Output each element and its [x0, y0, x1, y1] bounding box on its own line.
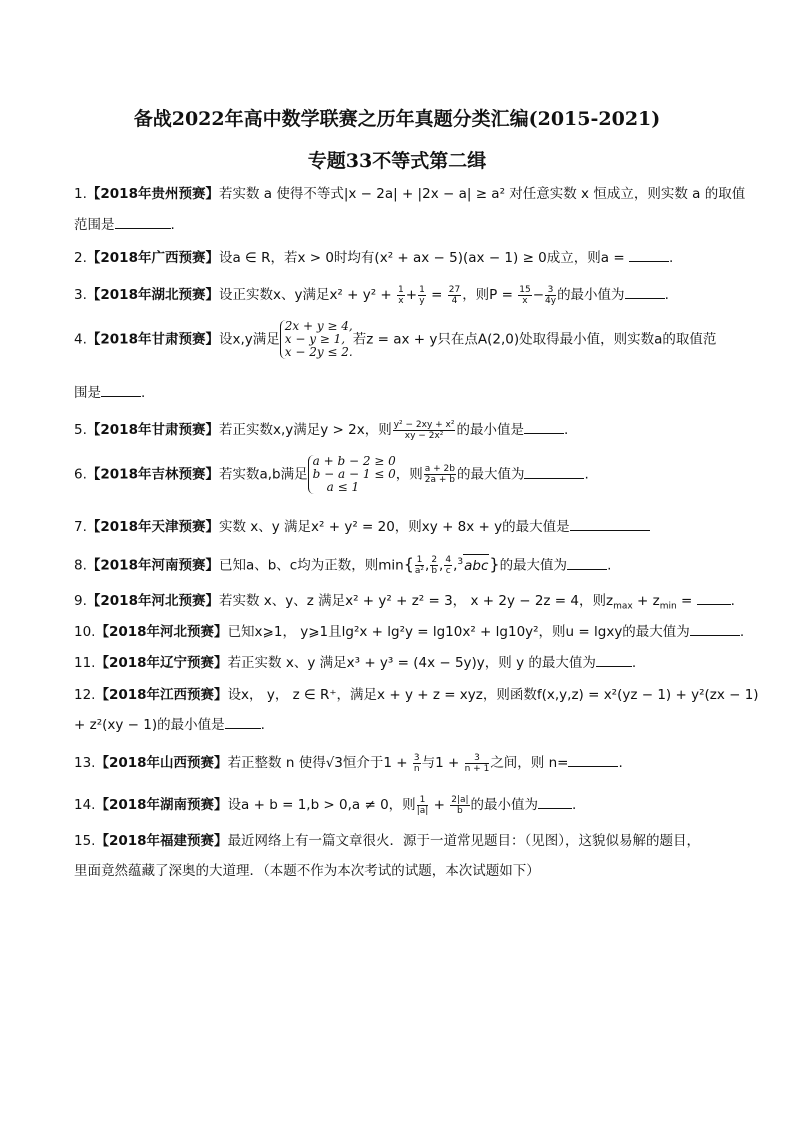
problem-text: 的最小值为 [470, 797, 538, 813]
problem-text: 已知a、b、c均为正数，则min [218, 557, 404, 574]
problem-14: 14.【2018年湖南预赛】设a + b = 1,b > 0,a ≠ 0，则 $\frac{1}{|a|}$ + $\frac{2|a|}{b}$ 的最小值为 . [74, 794, 577, 816]
fraction: $\frac{1}{y}$ [419, 284, 425, 306]
problem-text: 的最大值为 [499, 557, 568, 574]
problem-source: 【2018年山西预赛】 [95, 755, 228, 771]
problem-1-cont [74, 214, 734, 236]
fraction: $\frac{1}{|a|}$ [416, 794, 429, 816]
problem-source: 【2018年河南预赛】 [86, 557, 219, 574]
problem-text: 的最小值为 [557, 287, 625, 303]
problem-text: 若实数a,b满足 [218, 466, 308, 483]
document-title: 备战2022年高中数学联赛之历年真题分类汇编(2015-2021) [133, 108, 661, 130]
answer-blank[interactable] [690, 623, 740, 636]
problem-6 [74, 455, 734, 494]
problem-text: ，则P = [462, 287, 518, 303]
problem-text: 若实数 a 使得不等式|x − 2a| + |2x − a| ≥ a² 对任意实数 x 恒成立，则实数 a 的取值 [218, 186, 746, 202]
problem-number: 3. [74, 287, 87, 303]
problem-11 [74, 652, 734, 674]
problem-text: 若正整数 n 使得√3恒介于1 + [227, 755, 412, 771]
problem-text: 设a + b = 1,b > 0,a ≠ 0，则 [227, 797, 416, 813]
problem-text: 的最大值为 [456, 466, 525, 483]
fraction: $\frac{3}{n}$ [413, 752, 420, 774]
problem-source: 【2018年湖北预赛】 [86, 287, 219, 303]
problem-end: . [563, 422, 569, 438]
problem-end: . [572, 797, 577, 813]
answer-blank[interactable] [697, 592, 731, 605]
problem-text: 若z = ax + y只在点A(2,0)处取得最小值，则实数a的取值范 [352, 331, 717, 348]
problem-3: 3.【2018年湖北预赛】设正实数x、y满足x² + y² + $\frac{1}{x}$ + $\frac{1}{y}$ = $\frac{27}{4}$ ，则P = $\frac{15}{x}$ − $\frac{3}{4y}$ 的最小值为 . [74, 284, 669, 306]
problem-text: + z²(xy − 1)的最小值是 [74, 717, 225, 733]
answer-blank[interactable] [567, 557, 607, 570]
inequality-system: 2x + y ≥ 4, x − y ≥ 1, x − 2y ≤ 2. [280, 320, 353, 359]
fraction: $\frac{1}{x}$ [398, 284, 404, 306]
fraction: $\frac{a + 2b}{2a + b}$ [424, 464, 455, 485]
problem-text: 围是 [74, 385, 101, 401]
problem-number: 10. [74, 624, 96, 640]
problem-number: 8. [74, 557, 87, 574]
problem-source: 【2018年天津预赛】 [86, 519, 219, 535]
problem-text: 之间，则 n= [490, 755, 569, 771]
fraction: $\frac{15}{x}$ [519, 284, 531, 306]
problem-text: 最近网络上有一篇文章很火．源于一道常见题目：（见图），这貌似易解的题目， [227, 833, 701, 849]
problem-text: 与1 + [421, 755, 464, 771]
problem-end: . [607, 557, 612, 574]
problem-12-cont [74, 714, 734, 736]
answer-blank[interactable] [625, 286, 665, 299]
problem-text: 已知x⩾1， y⩾1且lg²x + lg²y = lg10x² + lg10y²，则u = lgxy的最大值为 [227, 624, 690, 640]
problem-end: . [730, 593, 735, 609]
problem-7 [74, 516, 734, 538]
problem-end: . [618, 755, 623, 771]
problem-source: 【2018年贵州预赛】 [86, 186, 219, 202]
problem-source: 【2018年吉林预赛】 [86, 466, 219, 483]
problem-text: ，则 [395, 466, 423, 483]
problem-text: 设a ∈ R，若x > 0时均有(x² + ax − 5)(ax − 1) ≥ 0成立，则a = [218, 250, 629, 266]
fraction: $\frac{4}{c}$ [445, 555, 452, 576]
problem-end: . [584, 466, 589, 483]
problem-text: 若正实数x,y满足y > 2x，则 [218, 422, 392, 438]
problem-text: 设x,y满足 [218, 331, 280, 348]
answer-blank[interactable] [524, 466, 584, 479]
problem-end: . [260, 717, 265, 733]
problem-source: 【2018年江西预赛】 [95, 687, 228, 703]
problem-number: 14. [74, 797, 96, 813]
problem-8: 8.【2018年河南预赛】已知a、b、c均为正数，则min{ $\frac{1}{\text{a²}}$ , $\frac{2}{b}$ , $\frac{4}{c}$ ,$^3$abc}的最大值为 . [74, 554, 612, 576]
problem-end: . [739, 624, 745, 640]
document-subtitle: 专题33不等式第二缉 [307, 150, 487, 172]
fraction: $\frac{3}{n + 1}$ [464, 752, 490, 774]
problem-15-cont [74, 860, 734, 882]
answer-blank[interactable] [101, 384, 141, 397]
problem-4 [74, 320, 734, 359]
problem-end: . [668, 250, 674, 266]
problem-text: 设正实数x、y满足x² + y² + [218, 287, 397, 303]
problem-number: 11. [74, 655, 96, 671]
fraction: $\frac{3}{4y}$ [545, 284, 557, 306]
answer-blank[interactable] [596, 654, 632, 667]
problem-number: 2. [74, 250, 87, 266]
problem-source: 【2018年河北预赛】 [95, 624, 228, 640]
answer-blank[interactable] [629, 249, 669, 262]
fraction: $\frac{27}{4}$ [448, 284, 461, 306]
problem-15 [74, 830, 734, 852]
problem-1 [74, 183, 746, 205]
problem-end: . [170, 217, 175, 233]
problem-number: 12. [74, 687, 96, 703]
problem-9: 9.【2018年河北预赛】若实数 x、y、z 满足x² + y² + z² = 3， x + 2y − 2z = 4，则$z_{max} + z_{min}$ = . [74, 593, 735, 612]
problem-source: 【2018年湖南预赛】 [95, 797, 228, 813]
problem-source: 【2018年甘肃预赛】 [86, 331, 219, 348]
problem-number: 1. [74, 186, 87, 202]
answer-blank[interactable] [538, 796, 572, 809]
problem-number: 15. [74, 833, 96, 849]
inequality-system: a + b − 2 ≥ 0 b − a − 1 ≤ 0 a ≤ 1 [308, 455, 396, 494]
problem-source: 【2018年广西预赛】 [86, 250, 219, 266]
fraction: $\frac{2}{b}$ [431, 555, 438, 576]
problem-text: 里面竟然蕴藏了深奥的大道理．（本题不作为本次考试的试题，本次试题如下） [74, 863, 540, 879]
problem-source: 【2018年河北预赛】 [86, 593, 219, 609]
problem-source: 【2018年甘肃预赛】 [86, 422, 219, 438]
problem-4-cont [74, 382, 734, 404]
problem-number: 7. [74, 519, 87, 535]
problem-number: 9. [74, 593, 87, 609]
problem-number: 6. [74, 466, 87, 483]
problem-source: 【2018年福建预赛】 [95, 833, 228, 849]
problem-13 [74, 752, 734, 774]
problem-text: 范围是 [74, 217, 115, 233]
problem-number: 5. [74, 422, 87, 438]
problem-text: 实数 x、y 满足x² + y² = 20，则xy + 8x + y的最大值是 [218, 519, 570, 535]
problem-number: 4. [74, 331, 87, 348]
fraction: $\frac{2|a|}{b}$ [451, 794, 469, 816]
problem-text: 的最小值是 [456, 422, 524, 438]
problem-text: 若实数 x、y、z 满足x² + y² + z² = 3， x + 2y − 2z = 4，则z [218, 593, 614, 609]
problem-number: 13. [74, 755, 96, 771]
problem-end: . [141, 385, 146, 401]
problem-12 [74, 684, 759, 706]
answer-blank[interactable] [568, 754, 618, 767]
problem-text: 设x， y， z ∈ R⁺，满足x + y + z = xyz，则函数f(x,y,z) = x²(yz − 1) + y²(zx − 1) [227, 687, 759, 703]
answer-blank[interactable] [524, 421, 564, 434]
answer-blank[interactable] [225, 716, 261, 729]
problem-2 [74, 247, 734, 269]
problem-source: 【2018年辽宁预赛】 [95, 655, 228, 671]
problem-10 [74, 621, 745, 643]
fraction: $\frac{1}{\text{a²}}$ [414, 555, 425, 576]
problem-text: 若正实数 x、y 满足x³ + y³ = (4x − 5y)y，则 y 的最大值为 [227, 655, 596, 671]
fraction: $\frac{\text{y² − 2xy + x²}}{\text{xy − 2x²}}$ [393, 419, 455, 441]
problem-5 [74, 419, 734, 441]
answer-blank[interactable] [115, 216, 171, 229]
problem-end: . [664, 287, 669, 303]
answer-blank[interactable] [570, 518, 650, 531]
problem-end: . [631, 655, 637, 671]
